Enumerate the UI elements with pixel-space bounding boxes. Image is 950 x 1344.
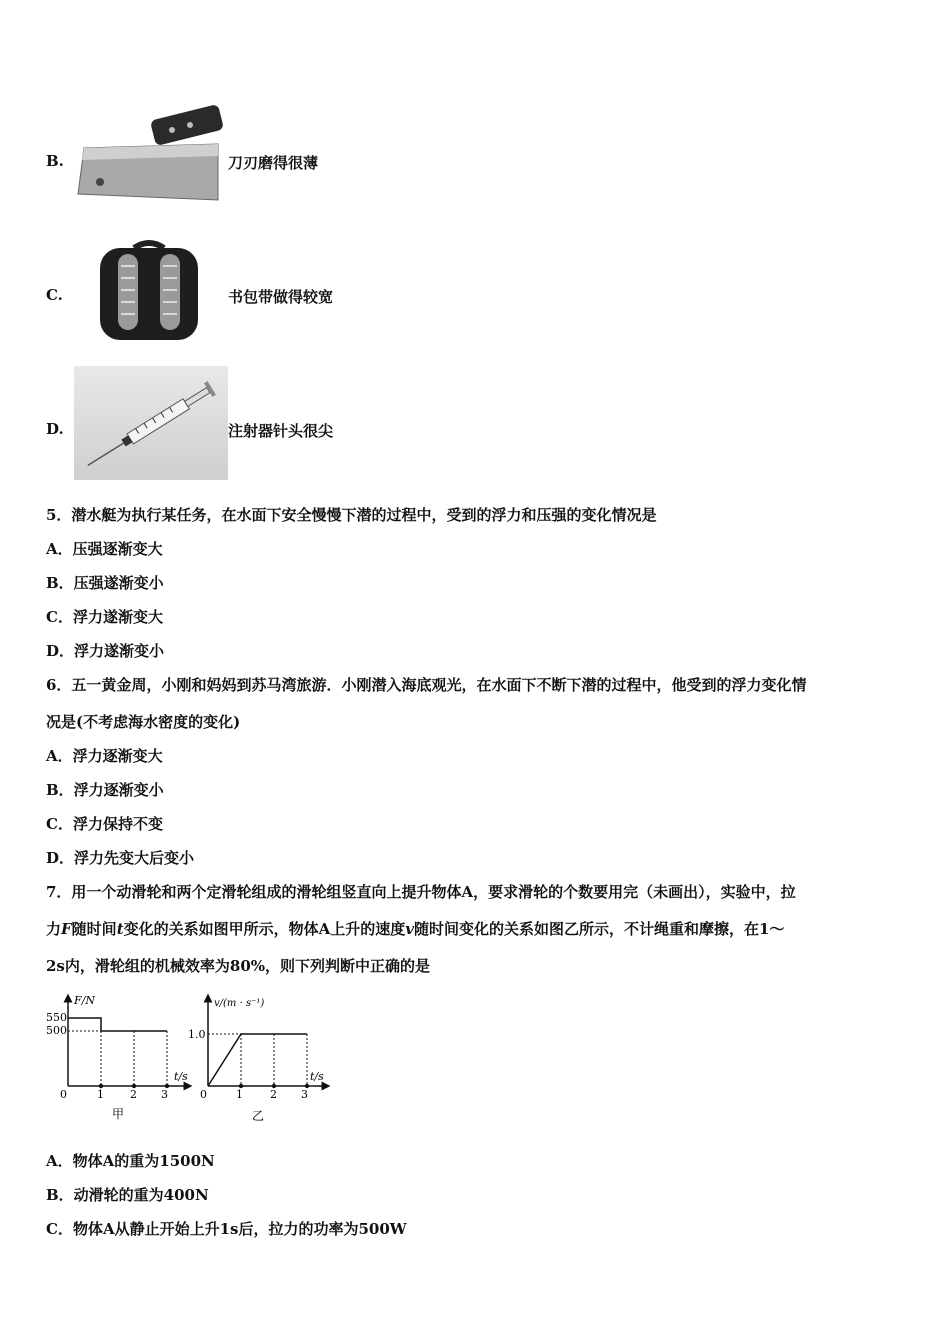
q6-option-a: A．浮力逐渐变大 bbox=[46, 747, 163, 765]
q5-option-b: B．压强遂渐变小 bbox=[46, 574, 164, 592]
q7-stem-line3: 2s内，滑轮组的机械效率为80%，则下列判断中正确的是 bbox=[46, 957, 431, 975]
q7-option-c: C．物体A从静止开始上升1s后，拉力的功率为500W bbox=[46, 1220, 407, 1238]
option-c-label: C. bbox=[46, 286, 63, 304]
q7-stem-line2 bbox=[46, 918, 784, 939]
jia-xtick-2: 2 bbox=[130, 1088, 137, 1101]
q7-text: 随时间变化的关系如图乙所示，不计绳重和摩擦，在1～ bbox=[413, 920, 785, 938]
jia-ytick-500: 500 bbox=[46, 1024, 67, 1037]
q7-var-v: v bbox=[405, 920, 414, 938]
yi-xtick-2: 2 bbox=[270, 1088, 277, 1101]
q6-option-c: C．浮力保持不变 bbox=[46, 815, 163, 833]
q5-option-c: C．浮力遂渐变大 bbox=[46, 608, 163, 626]
yi-x-label: t/s bbox=[310, 1070, 324, 1083]
q7-stem-line1: 7．用一个动滑轮和两个定滑轮组成的滑轮组竖直向上提升物体A，要求滑轮的个数要用完（未画出），实验中，拉 bbox=[46, 883, 796, 901]
jia-xtick-3: 3 bbox=[161, 1088, 168, 1101]
option-b-text: 刀刃磨得很薄 bbox=[228, 154, 319, 172]
jia-origin: 0 bbox=[60, 1088, 67, 1101]
option-c-text: 书包带做得较宽 bbox=[228, 288, 334, 306]
yi-ytick-1: 1.0 bbox=[188, 1028, 206, 1041]
q7-var-f: F bbox=[61, 920, 72, 938]
q7-option-b: B．动滑轮的重为400N bbox=[46, 1186, 209, 1204]
q7-text: 随时间 bbox=[71, 920, 117, 938]
backpack-icon bbox=[94, 238, 204, 344]
yi-xtick-1: 1 bbox=[236, 1088, 243, 1101]
jia-y-label: F/N bbox=[74, 994, 95, 1007]
yi-caption: 乙 bbox=[252, 1109, 265, 1123]
q7-option-a: A．物体A的重为1500N bbox=[46, 1152, 215, 1170]
jia-caption: 甲 bbox=[112, 1107, 125, 1121]
graph-yi bbox=[190, 990, 340, 1125]
jia-xtick-1: 1 bbox=[97, 1088, 104, 1101]
jia-series-line bbox=[68, 1018, 167, 1031]
q6-option-b: B．浮力逐渐变小 bbox=[46, 781, 164, 799]
q5-option-a: A．压强逐渐变大 bbox=[46, 540, 163, 558]
jia-ytick-550: 550 bbox=[46, 1011, 67, 1024]
yi-xtick-3: 3 bbox=[301, 1088, 308, 1101]
option-b-label: B. bbox=[46, 152, 64, 170]
yi-y-label: v/(m · s⁻¹) bbox=[214, 998, 265, 1009]
q6-option-d: D．浮力先变大后变小 bbox=[46, 849, 195, 867]
yi-origin: 0 bbox=[200, 1088, 207, 1101]
q7-var-t: t bbox=[116, 920, 124, 938]
option-d-label: D. bbox=[46, 420, 64, 438]
syringe-icon bbox=[74, 366, 228, 480]
yi-series-line bbox=[208, 1034, 307, 1086]
q7-text: 变化的关系如图甲所示，物体A上升的速度 bbox=[123, 920, 406, 938]
jia-x-label: t/s bbox=[174, 1070, 188, 1083]
q6-stem-line1: 6．五一黄金周，小刚和妈妈到苏马湾旅游．小刚潜入海底观光，在水面下不断下潜的过程中，他受到的浮力变化情 bbox=[46, 676, 807, 694]
q7-text: 力 bbox=[46, 920, 62, 938]
q6-stem-line2: 况是(不考虑海水密度的变化) bbox=[46, 713, 241, 731]
q5-stem: 5．潜水艇为执行某任务，在水面下安全慢慢下潜的过程中，受到的浮力和压强的变化情况是 bbox=[46, 506, 657, 524]
q5-option-d: D．浮力遂渐变小 bbox=[46, 642, 165, 660]
graph-jia bbox=[40, 990, 200, 1125]
option-d-text: 注射器针头很尖 bbox=[228, 422, 334, 440]
cleaver-knife-icon bbox=[72, 108, 224, 208]
